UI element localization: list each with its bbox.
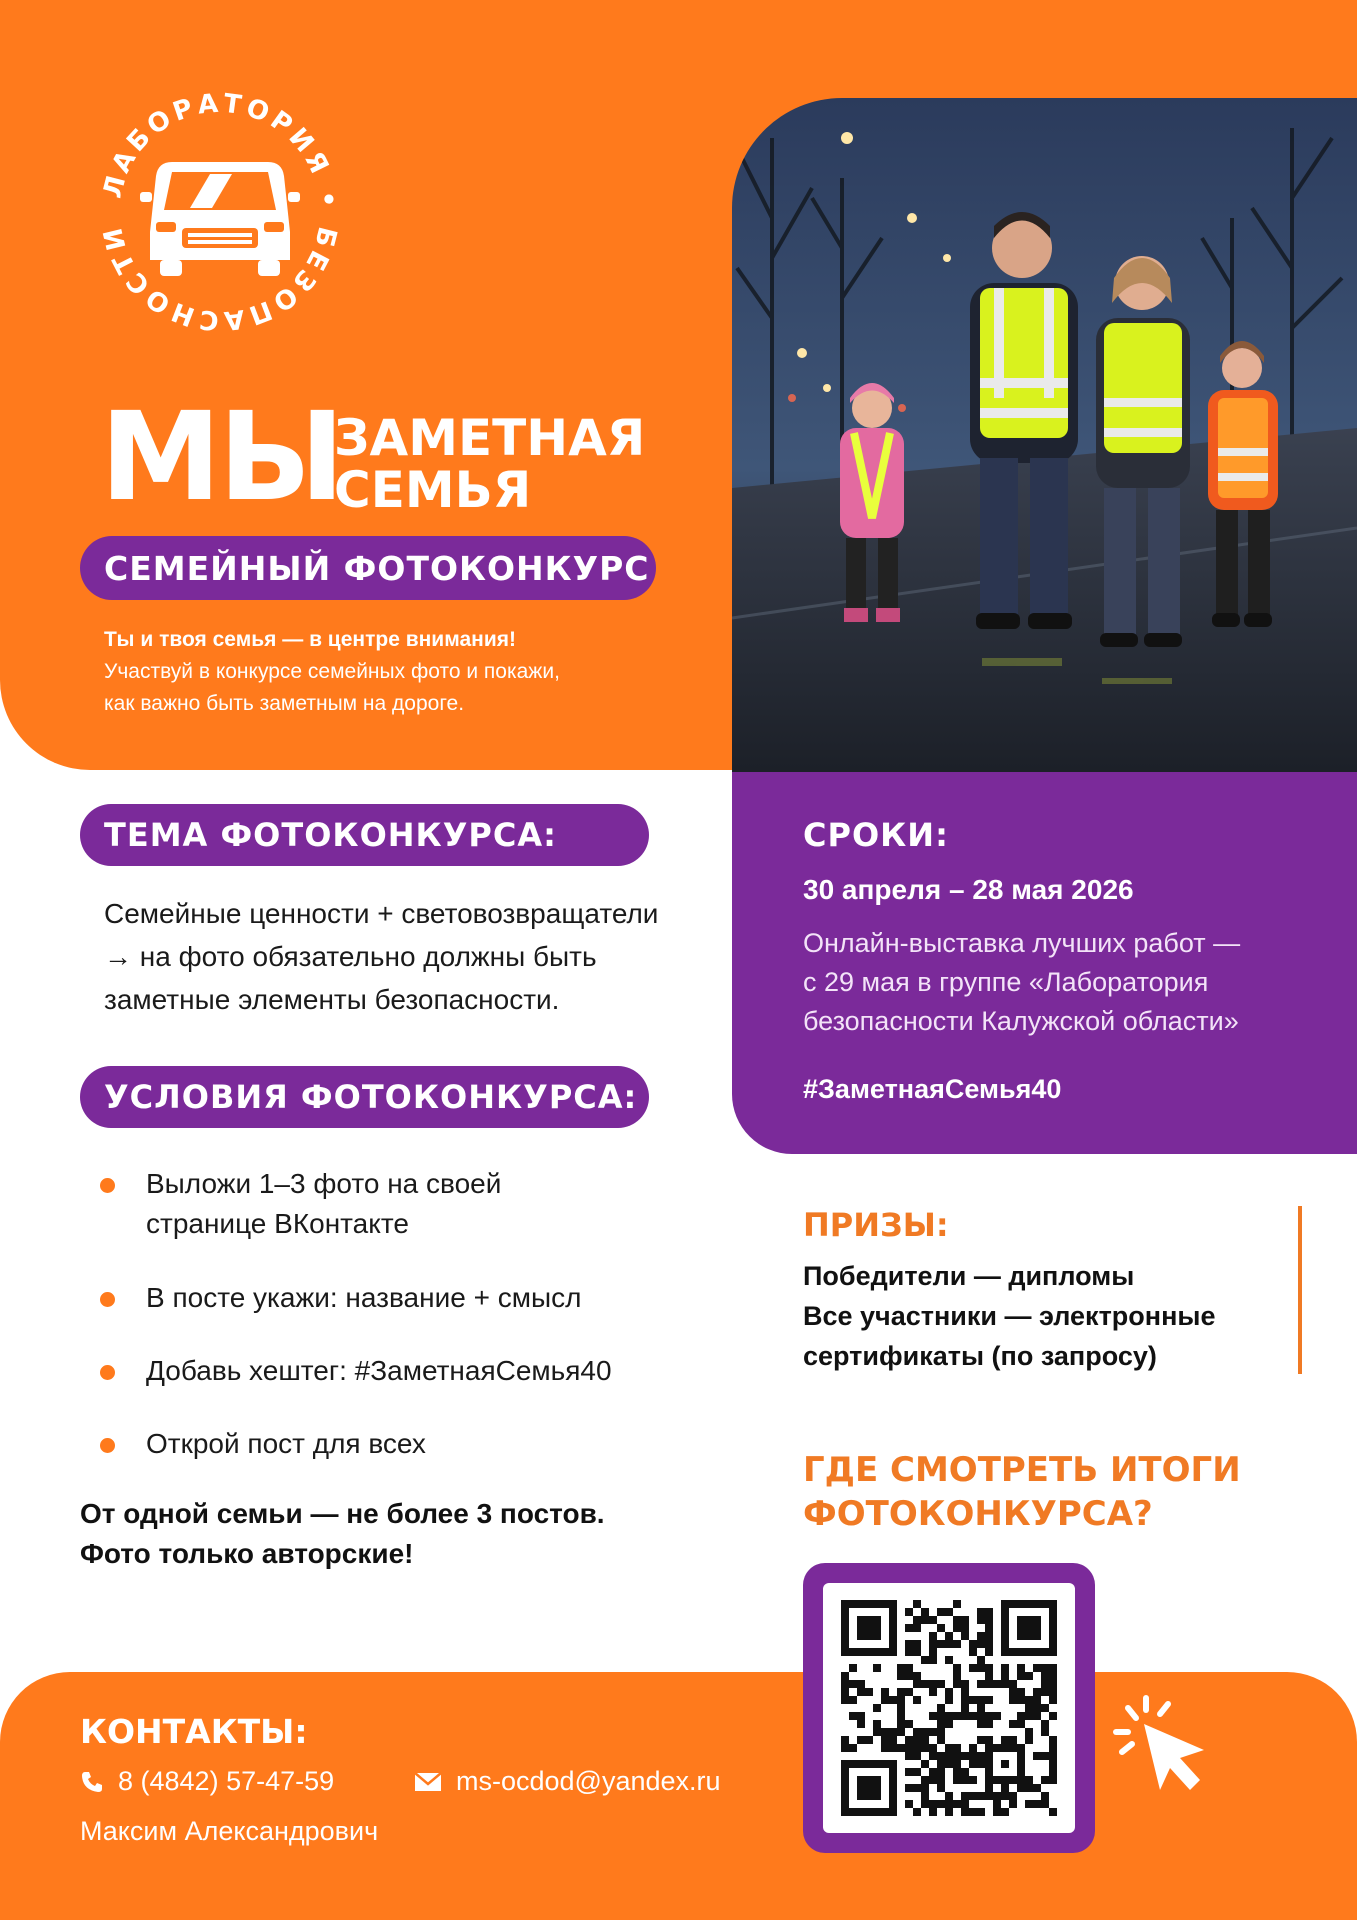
- dates-range: 30 апреля – 28 мая 2026: [803, 874, 1134, 905]
- email-contact[interactable]: [414, 1766, 721, 1797]
- rule-line-1: От одной семьи — не более 3 постов.: [80, 1498, 605, 1529]
- bullet-icon: [100, 1178, 115, 1193]
- contest-label: СЕМЕЙНЫЙ ФОТОКОНКУРС: [80, 536, 656, 600]
- condition-text: Выложи 1–3 фото на своей: [146, 1168, 502, 1199]
- conditions-heading: УСЛОВИЯ ФОТОКОНКУРСА:: [80, 1066, 649, 1128]
- theme-text: [104, 892, 724, 1021]
- van-icon: [140, 162, 300, 276]
- contacts-heading: КОНТАКТЫ:: [80, 1712, 308, 1751]
- prizes-line-2: Все участники — электронные: [803, 1301, 1216, 1331]
- condition-text: Добавь хештег: #ЗаметнаяСемья40: [146, 1355, 612, 1386]
- results-line-2: ФОТОКОНКУРСА?: [803, 1494, 1153, 1534]
- prizes-divider: [1298, 1206, 1302, 1374]
- hashtag: #ЗаметнаяСемья40: [803, 1074, 1062, 1104]
- theme-line-3: заметные элементы безопасности.: [104, 984, 560, 1015]
- theme-line-1: Семейные ценности + световозвращатели: [104, 898, 659, 929]
- contact-person: Максим Александрович: [80, 1816, 379, 1846]
- qr-code[interactable]: [803, 1563, 1095, 1853]
- list-item: [100, 1424, 720, 1464]
- list-item: [100, 1164, 720, 1244]
- rule-line-2: Фото только авторские!: [80, 1538, 414, 1569]
- prizes-line-1: Победители — дипломы: [803, 1261, 1135, 1291]
- exhibit-line-2: с 29 мая в группе «Лаборатория: [803, 967, 1209, 997]
- phone-number[interactable]: 8 (4842) 57-47-59: [118, 1766, 335, 1796]
- list-item: [100, 1351, 720, 1391]
- theme-line-2: → на фото обязательно должны быть: [104, 941, 597, 972]
- bullet-icon: [100, 1438, 115, 1453]
- family-photo: [732, 98, 1357, 772]
- theme-heading: ТЕМА ФОТОКОНКУРСА:: [80, 804, 649, 866]
- results-line-1: ГДЕ СМОТРЕТЬ ИТОГИ: [803, 1450, 1241, 1490]
- exhibit-line-3: безопасности Калужской области»: [803, 1006, 1239, 1036]
- title-line-1: ЗАМЕТНАЯ: [334, 409, 646, 467]
- title-line-2: СЕМЬЯ: [334, 461, 532, 519]
- prizes-text: [803, 1256, 1215, 1376]
- condition-text: Открой пост для всех: [146, 1428, 426, 1459]
- lab-logo: [100, 92, 340, 332]
- intro-text: [104, 624, 664, 720]
- condition-text: В посте укажи: название + смысл: [146, 1282, 582, 1313]
- title-we: МЫ: [100, 386, 342, 528]
- phone-contact[interactable]: [80, 1766, 334, 1797]
- prizes-line-3: сертификаты (по запросу): [803, 1341, 1157, 1371]
- title-visible-family: [334, 409, 646, 519]
- exhibit-text: [803, 924, 1240, 1041]
- list-item: [100, 1278, 720, 1318]
- envelope-icon: [414, 1772, 442, 1792]
- logo-arc-text: ЛАБОРАТОРИЯ БЕЗОПАСНОСТИ: [100, 92, 340, 332]
- bullet-icon: [100, 1365, 115, 1380]
- qr-pattern: [841, 1600, 1057, 1816]
- condition-text: странице ВКонтакте: [146, 1208, 409, 1239]
- results-heading: [803, 1448, 1241, 1536]
- intro-line-2: как важно быть заметным на дороге.: [104, 692, 465, 715]
- prizes-heading: ПРИЗЫ:: [803, 1206, 949, 1244]
- bullet-icon: [100, 1292, 115, 1307]
- exhibit-line-1: Онлайн-выставка лучших работ —: [803, 928, 1241, 958]
- intro-line-1: Участвуй в конкурсе семейных фото и покажи,: [104, 660, 560, 683]
- cursor-click-icon: [1108, 1694, 1218, 1794]
- dates-heading: СРОКИ:: [803, 816, 949, 854]
- email-address[interactable]: ms-ocdod@yandex.ru: [456, 1766, 721, 1796]
- phone-icon: [80, 1770, 104, 1794]
- conditions-list: [100, 1164, 720, 1464]
- intro-bold: Ты и твоя семья — в центре внимания!: [104, 628, 516, 651]
- rules-note: [80, 1494, 605, 1574]
- qr-code-image[interactable]: [823, 1583, 1075, 1833]
